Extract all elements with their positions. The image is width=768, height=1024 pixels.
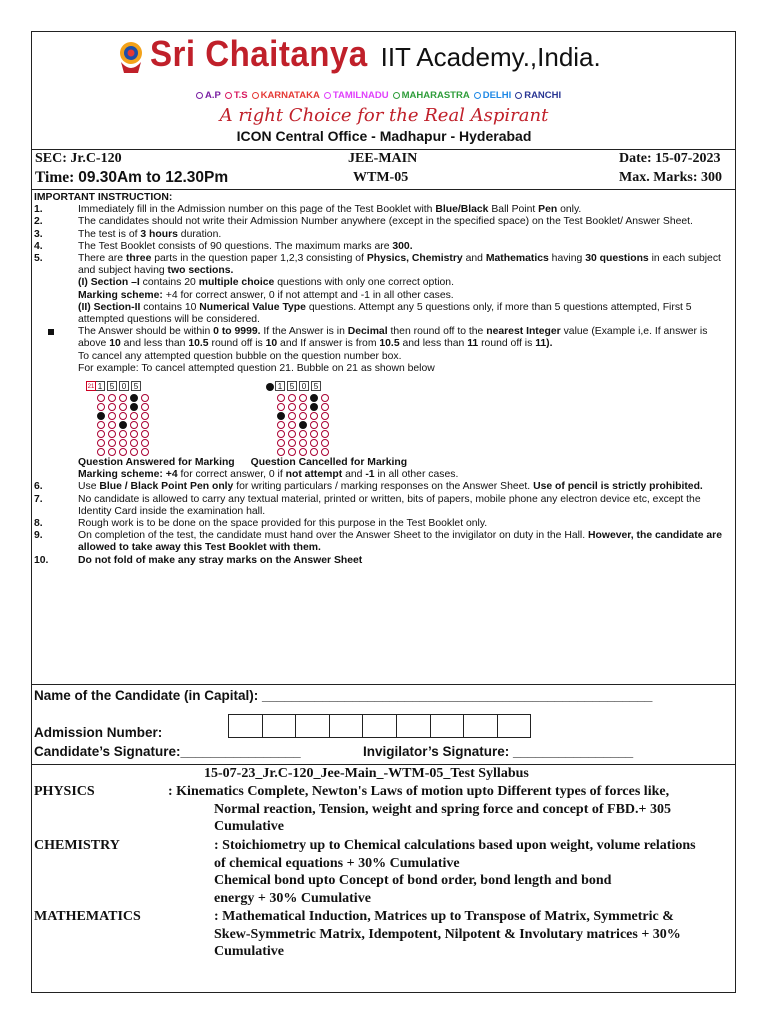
instruction-item: 1. Immediately fill in the Admission number on this page of the Test Booklet with Blue/Black Ball Point Pen only. (34, 204, 582, 216)
state-bullet-icon (393, 92, 400, 99)
office-line: ICON Central Office - Madhapur - Hyderabad (236, 128, 532, 144)
bullet-square-icon (48, 329, 54, 335)
omr-bubble (310, 430, 318, 438)
question-number-box: 21 (86, 381, 96, 391)
instructions: IMPORTANT INSTRUCTION: 1. Immediately fill in the Admission number on this page of the Test Booklet with Blue/Black Ball Point Pen only. 2. The candidates should not write their Admission Number anywhere (except in the specified space) on the Test Booklet/ Answer Sheet. 3. The test is of 3 hours duration. 4. The Test Booklet consists of 90 questions. The maximum marks are 300. 5. There are three parts in the question paper 1,2,3 consisting of Physics, Chemistry and Mathematics having 30 questions in each subject and subject having two sections. (I) Section –I contains 20 multiple choice questions with only one correct option. Marking scheme: +4 for correct answer, 0 if not attempt and -1 in all other cases. (II) Section-II contains 10 Numerical Value Type questions. Attempt any 5 questions only, if more than 5 questions attempted, First 5 attempted questions will be considered. The Answer should be within 0 to 9999. If the Answer is in Decimal then round off to the nearest Integer value (Example i,e. If answer is above 10 and less than 10.5 round off is 10 and If answer is from 10.5 and less than 11 round off is 11). To cancel any attempted question bubble on the question number box. For example: To cancel attempted question 21. Bubble on 21 as shown below 21 1 5 0 5 1 5 0 5 Question Answered for Marking Question Cancelled for Marking Marking scheme: +4 for correct answer, 0 if not attempt and -1 in all other cases. 6. Use Blue / Black Point Pen only for writing particulars / marking responses on the Answer Sheet. Use of pencil is strictly prohibited. 7. No candidate is allowed to carry any textual material, printed or written, bits of papers, mobile phone any electron device etc, except the Identity Card inside the examination hall. 8. Rough work is to be done on the space provided for this purpose in the Test Booklet only. 9. On completion of the test, the candidate must hand over the Answer Sheet to the invigilator on duty in the Hall. However, the candidate are allowed to take away this Test Booklet with them. 10. Do not fold of make any stray marks on the Answer Sheet (34, 192, 734, 567)
instructions-title: IMPORTANT INSTRUCTION: (34, 192, 173, 203)
omr-bubble (288, 394, 296, 402)
omr-bubble (141, 394, 149, 402)
omr-bubble (97, 430, 105, 438)
omr-bubble (277, 412, 285, 420)
omr-bubble (141, 448, 149, 456)
omr-bubble (277, 448, 285, 456)
divider (31, 189, 736, 190)
omr-bubble (119, 412, 127, 420)
omr-bubble (299, 403, 307, 411)
candidate-name-field[interactable]: Name of the Candidate (in Capital): ____________________________________________________ (34, 688, 653, 703)
omr-bubble (130, 439, 138, 447)
omr-bubble (277, 421, 285, 429)
divider (31, 149, 736, 150)
omr-digit-boxes: 1 5 0 5 (95, 381, 150, 391)
brand-title (150, 33, 601, 83)
omr-bubble (108, 448, 116, 456)
omr-bubble (97, 448, 105, 456)
instruction-item: 4. The Test Booklet consists of 90 questions. The maximum marks are 300. (34, 240, 413, 252)
state-item: MAHARASTRA (393, 90, 470, 101)
omr-bubble (277, 439, 285, 447)
omr-bubble (130, 412, 138, 420)
invigilator-signature-field[interactable]: Invigilator’s Signature: ________________ (363, 744, 634, 759)
omr-bubble (97, 412, 105, 420)
state-bullet-icon (474, 92, 481, 99)
omr-examples (34, 375, 734, 457)
omr-bubble (288, 403, 296, 411)
exam-name: JEE-MAIN (348, 151, 418, 166)
exam-time: Time: 09.30Am to 12.30Pm (35, 169, 229, 186)
omr-bubble (321, 430, 329, 438)
omr-bubble (97, 439, 105, 447)
admission-digit-box[interactable] (262, 714, 297, 738)
instruction-item: 3. The test is of 3 hours duration. (34, 228, 222, 240)
omr-bubble (119, 403, 127, 411)
omr-bubble (299, 421, 307, 429)
omr-bubble (288, 412, 296, 420)
admission-digit-box[interactable] (396, 714, 431, 738)
sri-chaitanya-logo-icon (116, 40, 146, 74)
omr-bubble (141, 430, 149, 438)
admission-number-boxes[interactable] (229, 714, 531, 738)
omr-bubble (119, 448, 127, 456)
omr-bubble (299, 448, 307, 456)
omr-bubble (299, 394, 307, 402)
omr-bubble (321, 421, 329, 429)
omr-bubble (321, 448, 329, 456)
state-item: RANCHI (515, 90, 561, 101)
syllabus-title: 15-07-23_Jr.C-120_Jee-Main_-WTM-05_Test Syllabus (204, 766, 529, 781)
instruction-item: 5. There are three parts in the question paper 1,2,3 consisting of Physics, Chemistry and Mathematics having 30 questions in each subject and subject having two sections. (I) Section –I contains 20 multiple choice questions with only one correct option. Marking scheme: +4 for correct answer, 0 if not attempt and -1 in all other cases. (II) Section-II contains 10 Numerical Value Type questions. Attempt any 5 questions only, if more than 5 questions attempted, First 5 attempted questions will be considered. (34, 253, 721, 326)
omr-bubble (321, 394, 329, 402)
omr-bubble (97, 421, 105, 429)
physics-syllabus: : Kinematics Complete, Newton's Laws of motion upto Different types of forces like, Normal reaction, Tension, weight and spring force and concept of FBD.+ 305 Cumulative (168, 784, 672, 834)
omr-bubble (108, 430, 116, 438)
omr-bubble (130, 421, 138, 429)
omr-bubble-grid (97, 394, 150, 456)
omr-bubble (310, 421, 318, 429)
instruction-item: 8. Rough work is to be done on the space provided for this purpose in the Test Booklet only. (34, 518, 488, 530)
state-item: TAMILNADU (324, 90, 389, 101)
omr-bubble (130, 403, 138, 411)
admission-digit-box[interactable] (329, 714, 364, 738)
answer-rule-item: The Answer should be within 0 to 9999. If the Answer is in Decimal then round off to the nearest Integer value (Example i,e. If answer is above 10 and less than 10.5 round off is 10 and If answer is from 10.5 and less than 11 round off is 11). To cancel any attempted question bubble on the question number box. For example: To cancel attempted question 21. Bubble on 21 as shown below (34, 326, 734, 375)
omr-bubble (119, 421, 127, 429)
candidate-signature-field[interactable]: Candidate’s Signature:________________ (34, 744, 301, 759)
omr-answered-example (86, 381, 150, 456)
admission-digit-box[interactable] (295, 714, 330, 738)
admission-digit-box[interactable] (362, 714, 397, 738)
omr-bubble-grid (277, 394, 330, 456)
cancel-bubble-icon (266, 383, 274, 391)
omr-bubble (108, 421, 116, 429)
states-list (196, 90, 561, 101)
omr-bubble (321, 403, 329, 411)
brand-name: Sri Chaitanya (150, 33, 368, 74)
omr-bubble (141, 403, 149, 411)
state-bullet-icon (225, 92, 232, 99)
physics-label: PHYSICS (34, 784, 95, 799)
instruction-item: 2. The candidates should not write their Admission Number anywhere (except in the specified space) on the Test Booklet/ Answer Sheet. (34, 216, 693, 228)
state-bullet-icon (252, 92, 259, 99)
omr-bubble (288, 439, 296, 447)
state-item: KARNATAKA (252, 90, 320, 101)
admission-digit-box[interactable] (463, 714, 498, 738)
omr-bubble (277, 403, 285, 411)
omr-bubble (310, 448, 318, 456)
omr-cancelled-example (266, 381, 330, 456)
omr-bubble (97, 403, 105, 411)
tagline: A right Choice for the Real Aspirant (219, 105, 549, 126)
caption-answered: Question Answered for Marking (78, 457, 235, 469)
omr-bubble (108, 403, 116, 411)
instruction-item: 10. Do not fold of make any stray marks on the Answer Sheet (34, 554, 363, 566)
mathematics-label: MATHEMATICS (34, 909, 141, 924)
state-bullet-icon (515, 92, 522, 99)
omr-bubble (310, 412, 318, 420)
admission-number-label: Admission Number: (34, 725, 163, 740)
omr-bubble (277, 430, 285, 438)
admission-digit-box[interactable] (228, 714, 263, 738)
exam-date: Date: 15-07-2023 (619, 151, 721, 166)
caption-cancelled: Question Cancelled for Marking (250, 457, 408, 469)
omr-bubble (299, 412, 307, 420)
omr-bubble (321, 412, 329, 420)
state-item: DELHI (474, 90, 512, 101)
omr-bubble (141, 421, 149, 429)
chemistry-syllabus: : Stoichiometry up to Chemical calculations based upon weight, volume relations of chemical equations + 30% Cumulative Chemical bond upto Concept of bond order, bond length and bond energy + 30% Cumulative (214, 838, 696, 906)
omr-bubble (321, 439, 329, 447)
instruction-item: 9. On completion of the test, the candidate must hand over the Answer Sheet to the invigilator on duty in the Hall. However, the candidate are allowed to take away this Test Booklet with them. (34, 530, 723, 554)
omr-digit-boxes: 1 5 0 5 (275, 381, 330, 391)
omr-bubble (108, 412, 116, 420)
omr-bubble (288, 448, 296, 456)
omr-bubble (119, 439, 127, 447)
omr-bubble (119, 430, 127, 438)
brand-suffix: IIT Academy.,India. (380, 42, 601, 72)
instruction-item: 6. Use Blue / Black Point Pen only for writing particulars / marking responses on the Answer Sheet. Use of pencil is strictly prohibited. (34, 481, 703, 493)
chemistry-label: CHEMISTRY (34, 838, 120, 853)
state-bullet-icon (324, 92, 331, 99)
omr-bubble (310, 439, 318, 447)
omr-bubble (119, 394, 127, 402)
max-marks: Max. Marks: 300 (619, 170, 723, 185)
state-item: T.S (225, 90, 248, 101)
admission-digit-box[interactable] (497, 714, 532, 738)
omr-bubble (141, 439, 149, 447)
omr-bubble (299, 439, 307, 447)
omr-bubble (108, 394, 116, 402)
omr-bubble (141, 412, 149, 420)
divider (31, 684, 736, 685)
test-code: WTM-05 (353, 170, 409, 185)
omr-bubble (130, 394, 138, 402)
instruction-item: 7. No candidate is allowed to carry any textual material, printed or written, bits of papers, mobile phone any electron device etc, except the Identity Card inside the examination hall. (34, 493, 701, 517)
omr-bubble (310, 394, 318, 402)
omr-bubble (97, 394, 105, 402)
state-bullet-icon (196, 92, 203, 99)
omr-bubble (108, 439, 116, 447)
admission-digit-box[interactable] (430, 714, 465, 738)
omr-bubble (288, 430, 296, 438)
omr-bubble (130, 430, 138, 438)
omr-bubble (277, 394, 285, 402)
state-item: A.P (196, 90, 221, 101)
mathematics-syllabus: : Mathematical Induction, Matrices up to Transpose of Matrix, Symmetric & Skew-Symmetric Matrix, Idempotent, Nilpotent & Involutary matrices + 30% Cumulative (214, 909, 681, 959)
omr-bubble (130, 448, 138, 456)
omr-bubble (288, 421, 296, 429)
section-code: SEC: Jr.C-120 (35, 151, 122, 166)
omr-bubble (299, 430, 307, 438)
omr-bubble (310, 403, 318, 411)
